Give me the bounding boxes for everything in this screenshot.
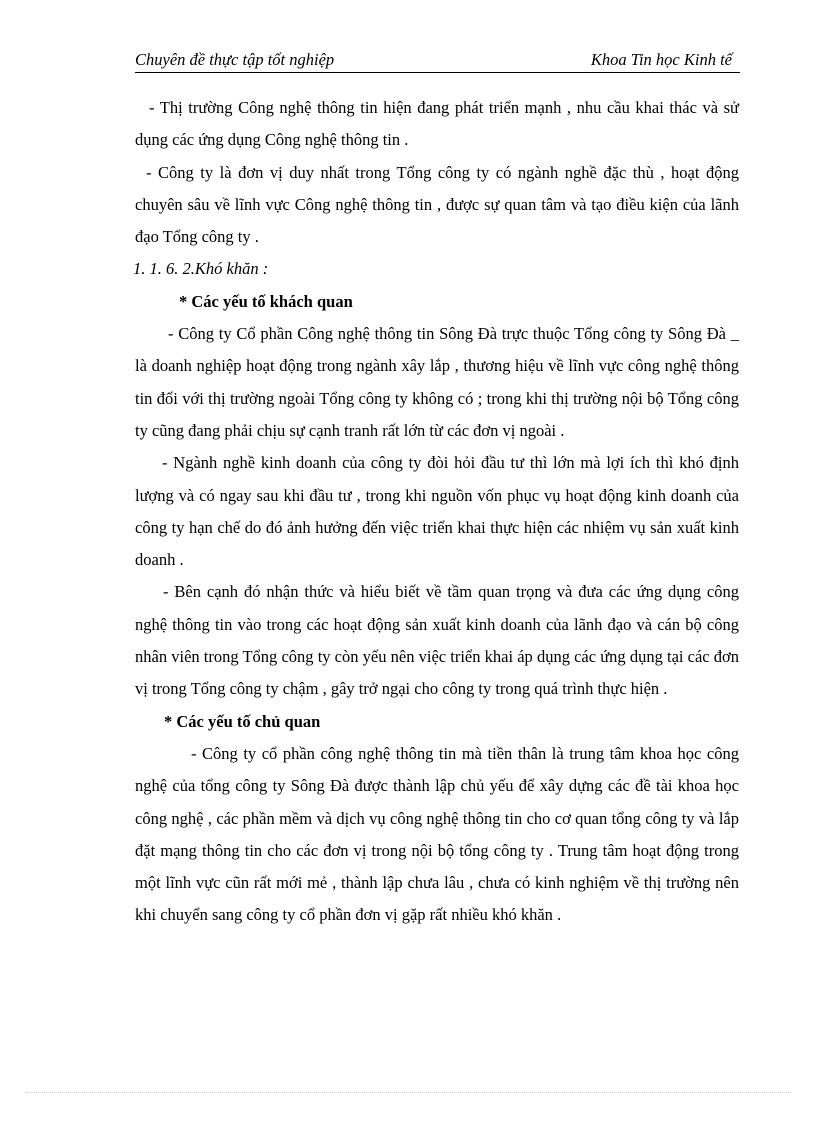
heading-objective-factors: * Các yếu tố khách quan [179, 291, 353, 311]
paragraph-subjective-history: - Công ty cổ phần công nghệ thông tin mà tiền thân là trung tâm khoa học công nghệ của tổng công ty Sông Đà được thành lập chủ yếu để xây dựng các đề tài khoa học công nghệ , các phần mềm và dịch vụ công nghệ thông tin cho cơ quan tổng công ty và lắp đặt mạng thông tin cho các đơn vị trong nội bộ tổng công ty . Trung tâm hoạt động trong một lĩnh vực cũn rất mới mẻ , thành lập chưa lâu , chưa có kinh nghiệm về thị trường nên khi chuyển sang công ty cổ phần đơn vị gặp rất nhiều khó khăn . [135, 743, 739, 925]
paragraph-market-growth: - Thị trường Công nghệ thông tin hiện đang phát triển mạnh , nhu cầu khai thác và sử dụng các ứng dụng Công nghệ thông tin . [135, 98, 739, 150]
document-body [135, 92, 739, 932]
section-heading-difficulties: 1. 1. 6. 2.Khó khăn : [133, 259, 269, 279]
paragraph-objective-awareness: - Bên cạnh đó nhận thức và hiểu biết về tầm quan trọng và đưa các ứng dụng công nghệ thông tin vào trong các hoạt động sản xuất kinh doanh của lãnh đạo và cán bộ công nhân viên trong Tổng công ty còn yếu nên việc triển khai áp dụng các ứng dụng tại các đơn vị trong Tổng công ty chậm , gây trở ngại cho công ty trong quá trình thực hiện . [135, 582, 739, 699]
header-faculty-name: Khoa Tin học Kinh tế [590, 50, 732, 69]
page-bottom-divider [25, 1092, 791, 1093]
paragraph-objective-brand: - Công ty Cổ phần Công nghệ thông tin Sông Đà trực thuộc Tổng công ty Sông Đà _ là doanh nghiệp hoạt động trong ngành xây lắp , thương hiệu về lĩnh vực công nghệ thông tin đối với thị trường ngoài Tổng công ty không có ; trong khi thị trường nội bộ Tổng công ty cũng đang phải chịu sự cạnh tranh rất lớn từ các đơn vị ngoài . [135, 324, 739, 440]
heading-subjective-factors: * Các yếu tố chủ quan [164, 711, 321, 731]
header-document-title: Chuyên đề thực tập tốt nghiệp [135, 50, 335, 69]
paragraph-objective-investment: - Ngành nghề kinh doanh của công ty đòi hỏi đầu tư thì lớn mà lợi ích thì khó định lượng và có ngay sau khi đầu tư , trong khi nguồn vốn phục vụ hoạt động kinh doanh của công ty hạn chế do đó ảnh hưởng đến việc triển khai thực hiện các nhiệm vụ sản xuất kinh doanh . [135, 453, 739, 570]
paragraph-company-unique: - Công ty là đơn vị duy nhất trong Tổng công ty có ngành nghề đặc thù , hoạt động chuyên sâu về lĩnh vực Công nghệ thông tin , được sự quan tâm và tạo điều kiện của lãnh đạo Tổng công ty . [135, 162, 739, 247]
page-header [135, 50, 740, 73]
